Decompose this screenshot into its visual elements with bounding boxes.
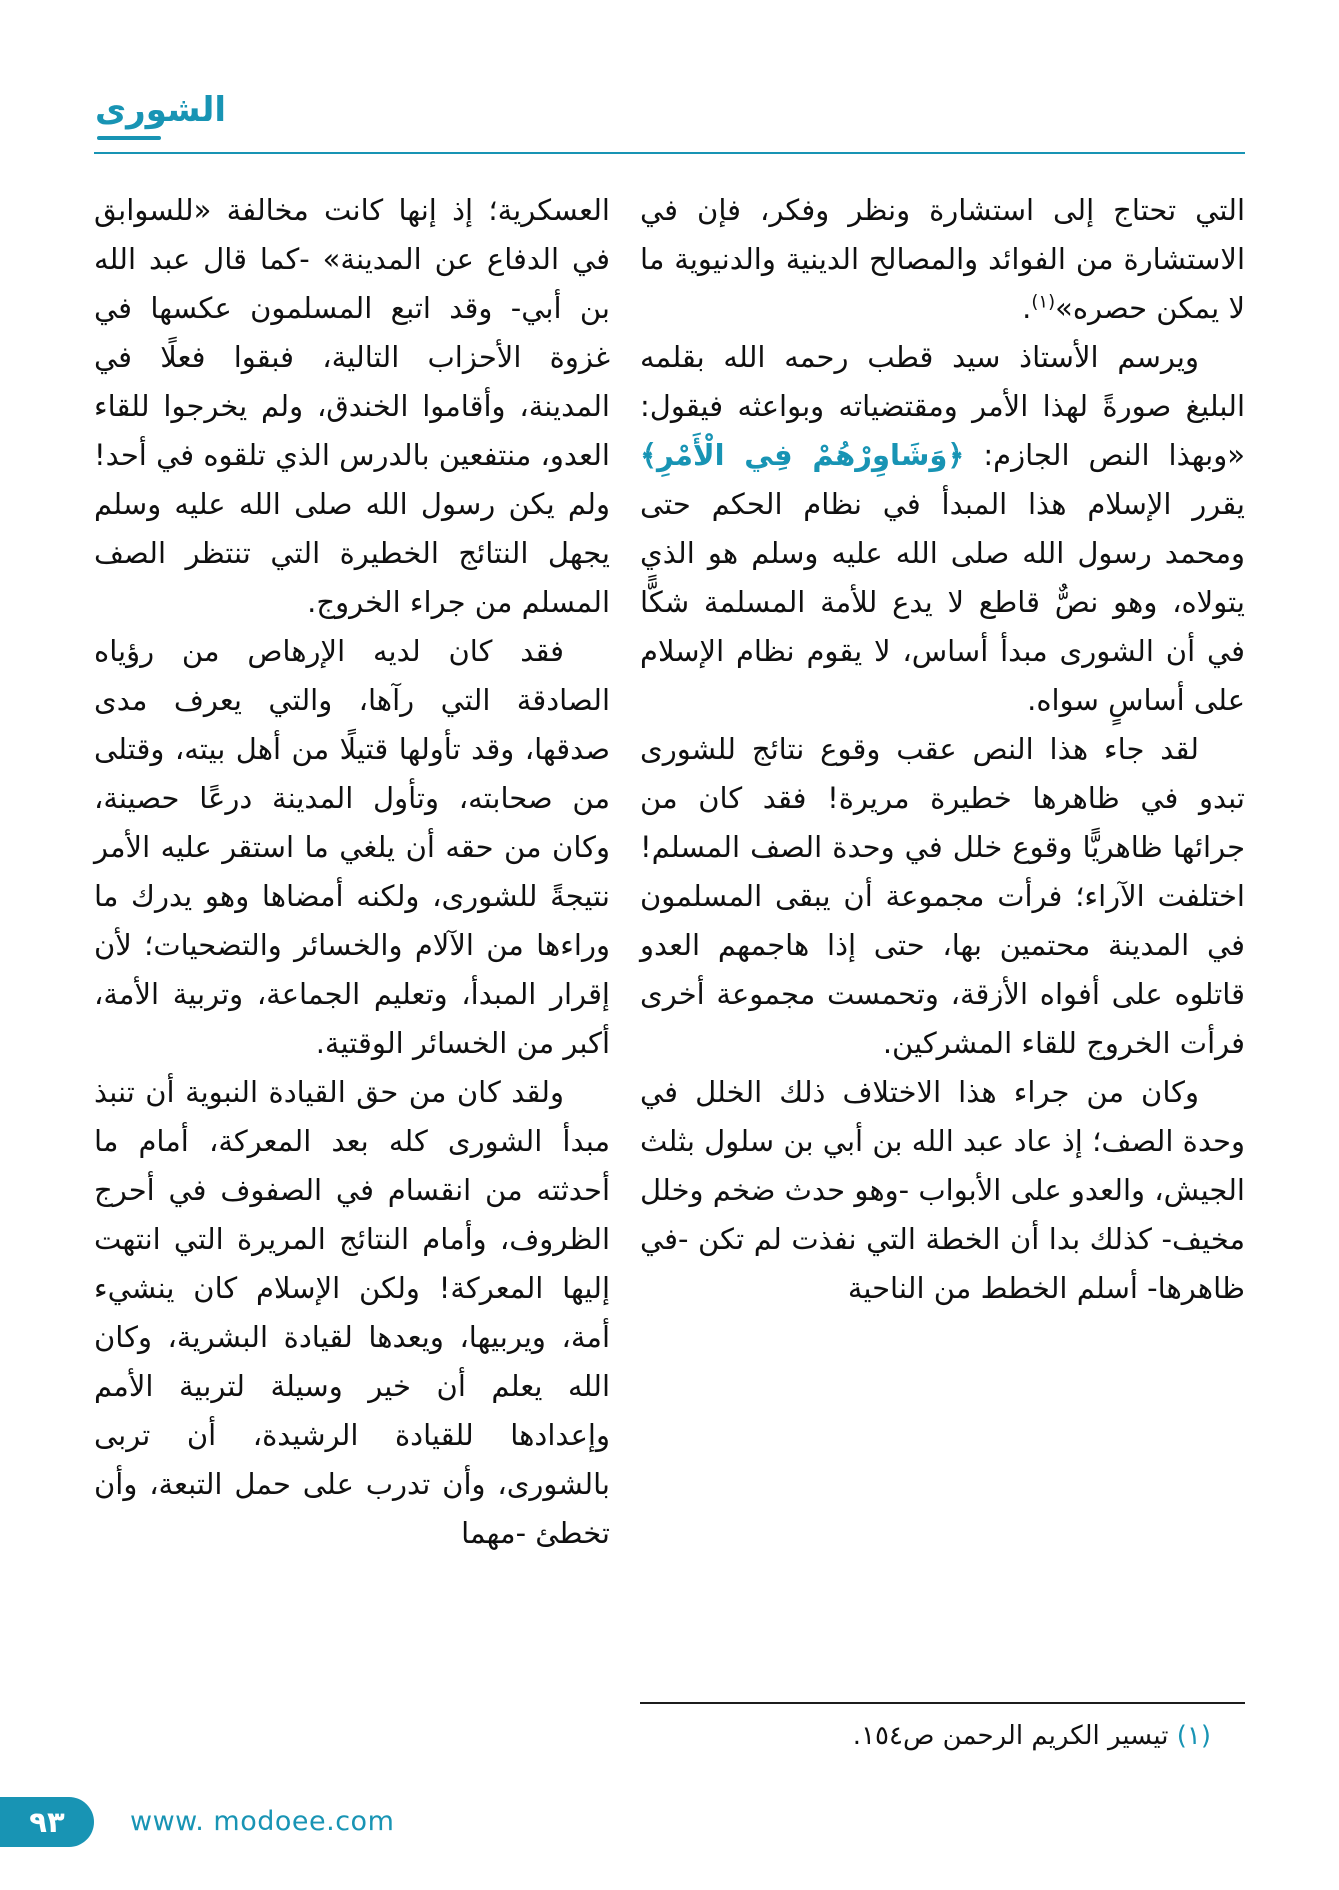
page-number: ٩٣ [29,1805,65,1839]
header-flourish-ornament [97,136,161,140]
paragraph: ولقد كان من حق القيادة النبوية أن تنبذ مبدأ الشورى كله بعد المعركة، أمام ما أحدثته من انقسام في الصفوف في أحرج الظروف، وأمام النتائج المريرة التي انتهت إليها المعركة! ولكن الإسلام كان ينشيء أمة، ويربيها، ويعدها لقيادة البشرية، وكان الله يعلم أن خير وسيلة لتربية الأمم وإعدادها للقيادة الرشيدة، أن تربى بالشورى، وأن تدرب على حمل التبعة، وأن تخطئ -مهما [94,1075,610,1550]
footnote-text: تيسير الكريم الرحمن ص١٥٤. [852,1721,1169,1751]
paragraph [640,186,1245,333]
paragraph-text: . [1022,291,1032,325]
header-divider-line [94,152,1245,154]
left-column [94,186,610,1558]
page-number-badge [0,1797,94,1847]
paragraph: فقد كان لديه الإرهاص من رؤياه الصادقة التي رآها، والتي يعرف مدى صدقها، وقد تأولها قتيلًا من أهل بيته، وقتلى من صحابته، وتأول المدينة درعًا حصينة، وكان من حقه أن يلغي ما استقر عليه الأمر نتيجةً للشورى، ولكنه أمضاها وهو يدرك ما وراءها من الآلام والخسائر والتضحيات؛ لأن إقرار المبدأ، وتعليم الجماعة، وتربية الأمة، أكبر من الخسائر الوقتية. [94,634,610,1060]
paragraph-text: التي تحتاج إلى استشارة ونظر وفكر، فإن في الاستشارة من الفوائد والمصالح الدينية والدنيوية ما لا يمكن حصره» [640,193,1245,325]
website-link[interactable]: www. modoee.com [130,1806,395,1837]
paragraph [640,333,1245,725]
paragraph-text: يقرر الإسلام هذا المبدأ في نظام الحكم حتى ومحمد رسول الله صلى الله عليه وسلم هو الذي يتولاه، وهو نصٌّ قاطع لا يدع للأمة المسلمة شكًّا في أن الشورى مبدأ أساس، لا يقوم نظام الإسلام على أساسٍ سواه. [640,487,1245,717]
footnote-block [640,1702,1245,1756]
quran-verse: ﴿وَشَاوِرْهُمْ فِي الْأَمْرِ﴾ [640,438,965,472]
footnote [640,1716,1245,1756]
footnote-ref: (١) [1031,291,1056,313]
footnote-divider-line [640,1702,1245,1704]
page-content [94,186,1245,1558]
page-header-title: الشورى [95,90,227,130]
paragraph-text: ويرسم الأستاذ سيد قطب رحمه الله بقلمه البليغ صورةً لهذا الأمر ومقتضياته وبواعثه فيقول: «وبهذا النص الجازم: [640,340,1245,472]
right-column [640,186,1245,1558]
footnote-marker: (١) [1176,1721,1211,1751]
paragraph: لقد جاء هذا النص عقب وقوع نتائج للشورى تبدو في ظاهرها خطيرة مريرة! فقد كان من جرائها ظاهريًّا وقوع خلل في وحدة الصف المسلم! اختلفت الآراء؛ فرأت مجموعة أن يبقى المسلمون في المدينة محتمين بها، حتى إذا هاجمهم العدو قاتلوه على أفواه الأزقة، وتحمست مجموعة أخرى فرأت الخروج للقاء المشركين. [640,732,1245,1060]
paragraph: العسكرية؛ إذ إنها كانت مخالفة «للسوابق في الدفاع عن المدينة» -كما قال عبد الله بن أبي- وقد اتبع المسلمون عكسها في غزوة الأحزاب التالية، فبقوا فعلًا في المدينة، وأقاموا الخندق، ولم يخرجوا للقاء العدو، منتفعين بالدرس الذي تلقوه في أحد! ولم يكن رسول الله صلى الله عليه وسلم يجهل النتائج الخطيرة التي تنتظر الصف المسلم من جراء الخروج. [94,193,610,619]
paragraph: وكان من جراء هذا الاختلاف ذلك الخلل في وحدة الصف؛ إذ عاد عبد الله بن أبي بن سلول بثلث الجيش، والعدو على الأبواب -وهو حدث ضخم وخلل مخيف- كذلك بدا أن الخطة التي نفذت لم تكن -في ظاهرها- أسلم الخطط من الناحية [640,1075,1245,1305]
